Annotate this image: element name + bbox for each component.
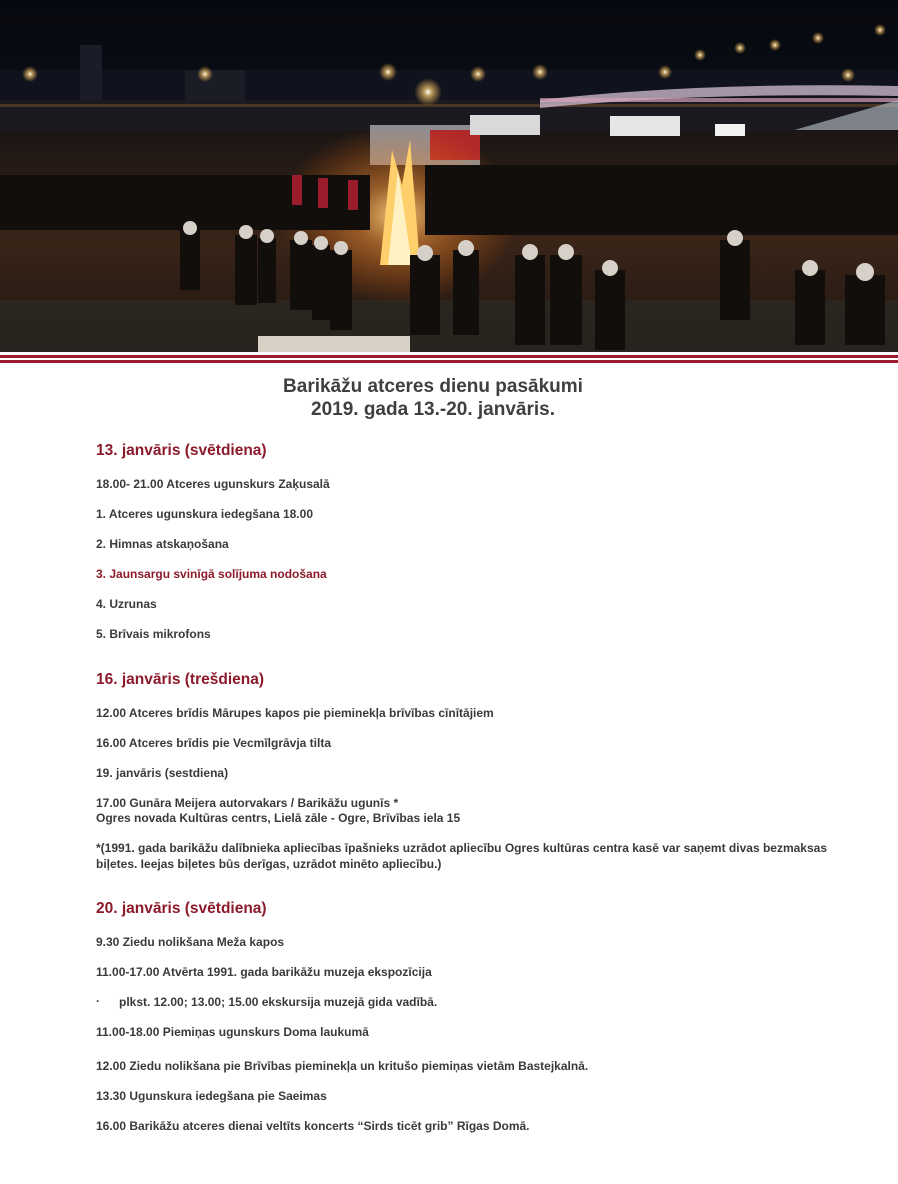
list-item: 16.00 Atceres brīdis pie Vecmīlgrāvja tilta	[96, 736, 332, 750]
list-item: 4. Uzrunas	[96, 597, 157, 611]
page-subtitle: 2019. gada 13.-20. janvāris.	[311, 399, 555, 420]
list-item: 17.00 Gunāra Meijera autorvakars / Barikāžu ugunīs *	[96, 796, 399, 810]
day-heading: 13. janvāris (svētdiena)	[96, 442, 267, 459]
list-item: 1. Atceres ugunskura iedegšana 18.00	[96, 507, 313, 521]
list-item-highlight: 3. Jaunsargu svinīgā solījuma nodošana	[96, 567, 327, 581]
list-item: Ogres novada Kultūras centrs, Lielā zāle - Ogre, Brīvības iela 15	[96, 811, 461, 825]
list-item: 12.00 Ziedu nolikšana pie Brīvības pieminekļa un kritušo piemiņas vietām Bastejkalnā.	[96, 1059, 589, 1073]
footnote: *(1991. gada barikāžu dalībnieka apliecības īpašnieks uzrādot apliecību Ogres kultūras centra kasē var saņemt divas bezmaksas biļetes. Ieejas biļetes būs derīgas, uzrādot minēto apliecību.)	[96, 841, 827, 871]
list-item: 19. janvāris (sestdiena)	[96, 766, 229, 780]
day-heading: 16. janvāris (trešdiena)	[96, 671, 264, 688]
bonfire-scene-illustration	[0, 0, 898, 352]
page-title: Barikāžu atceres dienu pasākumi	[283, 376, 583, 397]
list-item: 16.00 Barikāžu atceres dienai veltīts koncerts “Sirds ticēt grib” Rīgas Domā.	[96, 1119, 530, 1133]
day-heading: 20. janvāris (svētdiena)	[96, 900, 267, 917]
bullet-icon: ·	[96, 994, 100, 1008]
header-photo	[0, 0, 898, 352]
list-item: 11.00-17.00 Atvērta 1991. gada barikāžu muzeja ekspozīcija	[96, 965, 432, 979]
list-item: 11.00-18.00 Piemiņas ugunskurs Doma laukumā	[96, 1025, 369, 1039]
list-item: 2. Himnas atskaņošana	[96, 537, 229, 551]
list-item: 12.00 Atceres brīdis Mārupes kapos pie pieminekļa brīvības cīnītājiem	[96, 706, 494, 720]
divider-red	[0, 360, 898, 363]
list-item: plkst. 12.00; 13.00; 15.00 ekskursija muzejā gida vadībā.	[119, 995, 438, 1009]
list-item: 13.30 Ugunskura iedegšana pie Saeimas	[96, 1089, 327, 1103]
list-item: 18.00- 21.00 Atceres ugunskurs Zaķusalā	[96, 477, 330, 491]
list-item: 5. Brīvais mikrofons	[96, 627, 211, 641]
list-item: 9.30 Ziedu nolikšana Meža kapos	[96, 935, 285, 949]
